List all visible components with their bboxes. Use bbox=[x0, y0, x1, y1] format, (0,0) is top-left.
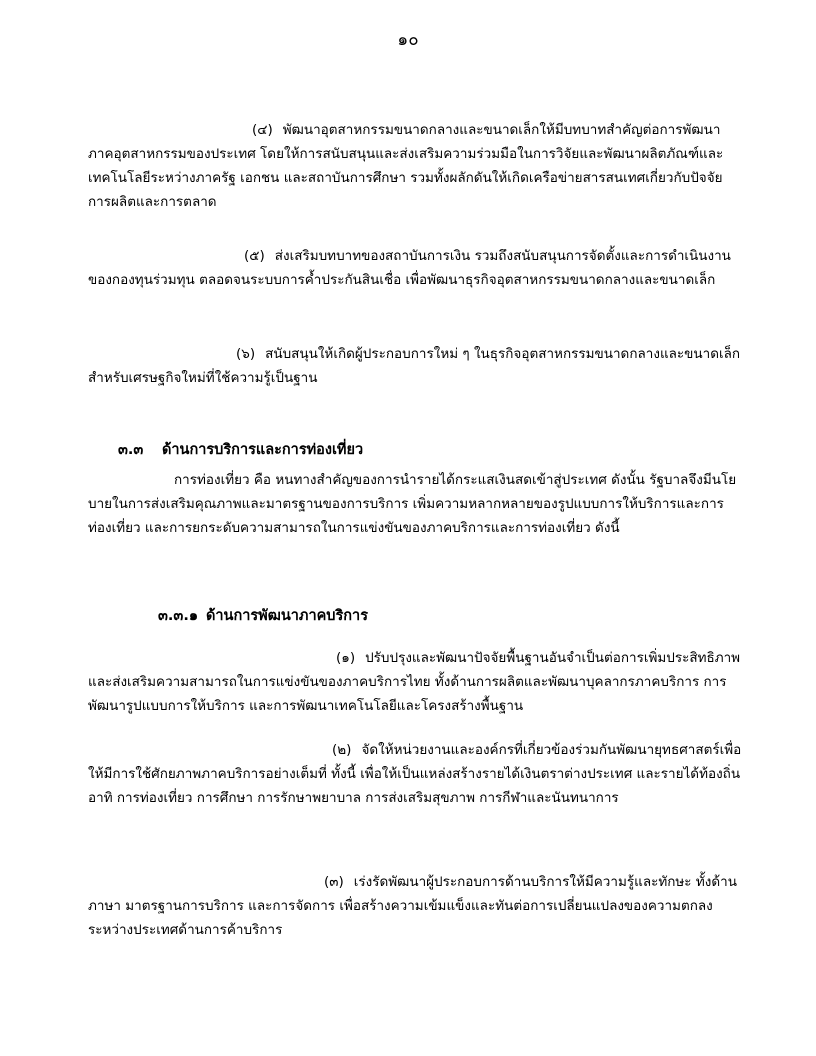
item-number: (๕) bbox=[244, 248, 265, 264]
section-heading bbox=[118, 438, 363, 461]
item-number: (๖) bbox=[236, 346, 256, 362]
paragraph-subitem-2 bbox=[88, 738, 743, 810]
paragraph-item-4 bbox=[88, 118, 743, 214]
section-number: ๓.๓ bbox=[118, 442, 144, 458]
item-text: พัฒนาอุตสาหกรรมขนาดกลางและขนาดเล็กให้มีบทบาทสำคัญต่อการพัฒนาภาคอุตสาหกรรมของประเทศ โดยให้การสนับสนุนและส่งเสริมความร่วมมือในการวิจัยและพัฒนาผลิตภัณฑ์และเทคโนโลยีระหว่างภาครัฐ เอกชน และสถาบันการศึกษา รวมทั้งผลักดันให้เกิดเครือข่ายสารสนเทศเกี่ยวกับปัจจัยการผลิตและการตลาด bbox=[88, 122, 724, 210]
subsection-heading bbox=[158, 604, 368, 627]
paragraph-item-6 bbox=[88, 342, 743, 390]
page-number: ๑๐ bbox=[397, 30, 419, 50]
item-number: (๔) bbox=[252, 122, 273, 138]
paragraph-subitem-1 bbox=[88, 646, 743, 718]
item-number: (๑) bbox=[336, 650, 356, 666]
paragraph-subitem-3 bbox=[88, 870, 743, 942]
item-text: จัดให้หน่วยงานและองค์กรที่เกี่ยวข้องร่วมกันพัฒนายุทธศาสตร์เพื่อให้มีการใช้ศักยภาพภาคบริการอย่างเต็มที่ ทั้งนี้ เพื่อให้เป็นแหล่งสร้างรายได้เงินตราต่างประเทศ และรายได้ท้องถิ่น อาทิ การท่องเที่ยว การศึกษา การรักษาพยาบาล การส่งเสริมสุขภาพ การกีฬาและนันทนาการ bbox=[88, 742, 742, 806]
subsection-title: ด้านการพัฒนาภาคบริการ bbox=[206, 608, 368, 624]
item-text: ส่งเสริมบทบาทของสถาบันการเงิน รวมถึงสนับสนุนการจัดตั้งและการดำเนินงานของกองทุนร่วมทุน ตลอดจนระบบการค้ำประกันสินเชื่อ เพื่อพัฒนาธุรกิจอุตสาหกรรมขนาดกลางและขนาดเล็ก bbox=[88, 248, 731, 288]
section-intro: การท่องเที่ยว คือ หนทางสำคัญของการนำรายได้กระแสเงินสดเข้าสู่ประเทศ ดังนั้น รัฐบาลจึงมีนโยบายในการส่งเสริมคุณภาพและมาตรฐานของการบริการ เพิ่มความหลากหลายของรูปแบบการให้บริการและการท่องเที่ยว และการยกระดับความสามารถในการแข่งขันของภาคบริการและการท่องเที่ยว ดังนี้ bbox=[88, 472, 737, 536]
item-number: (๓) bbox=[324, 874, 344, 890]
item-text: ปรับปรุงและพัฒนาปัจจัยพื้นฐานอันจำเป็นต่อการเพิ่มประสิทธิภาพและส่งเสริมความสามารถในการแข่งขันของภาคบริการไทย ทั้งด้านการผลิตและพัฒนาบุคลากรภาคบริการ การพัฒนารูปแบบการให้บริการ และการพัฒนาเทคโนโลยีและโครงสร้างพื้นฐาน bbox=[88, 650, 741, 714]
subsection-number: ๓.๓.๑ bbox=[158, 608, 199, 624]
item-text: เร่งรัดพัฒนาผู้ประกอบการด้านบริการให้มีความรู้และทักษะ ทั้งด้านภาษา มาตรฐานการบริการ และการจัดการ เพื่อสร้างความเข้มแข็งและทันต่อการเปลี่ยนแปลงของความตกลงระหว่างประเทศด้านการค้าบริการ bbox=[88, 874, 737, 938]
section-title: ด้านการบริการและการท่องเที่ยว bbox=[162, 442, 364, 458]
item-text: สนับสนุนให้เกิดผู้ประกอบการใหม่ ๆ ในธุรกิจอุตสาหกรรมขนาดกลางและขนาดเล็กสำหรับเศรษฐกิจใหม่ที่ใช้ความรู้เป็นฐาน bbox=[88, 346, 741, 386]
paragraph-item-5 bbox=[88, 244, 743, 292]
item-number: (๒) bbox=[332, 742, 352, 758]
